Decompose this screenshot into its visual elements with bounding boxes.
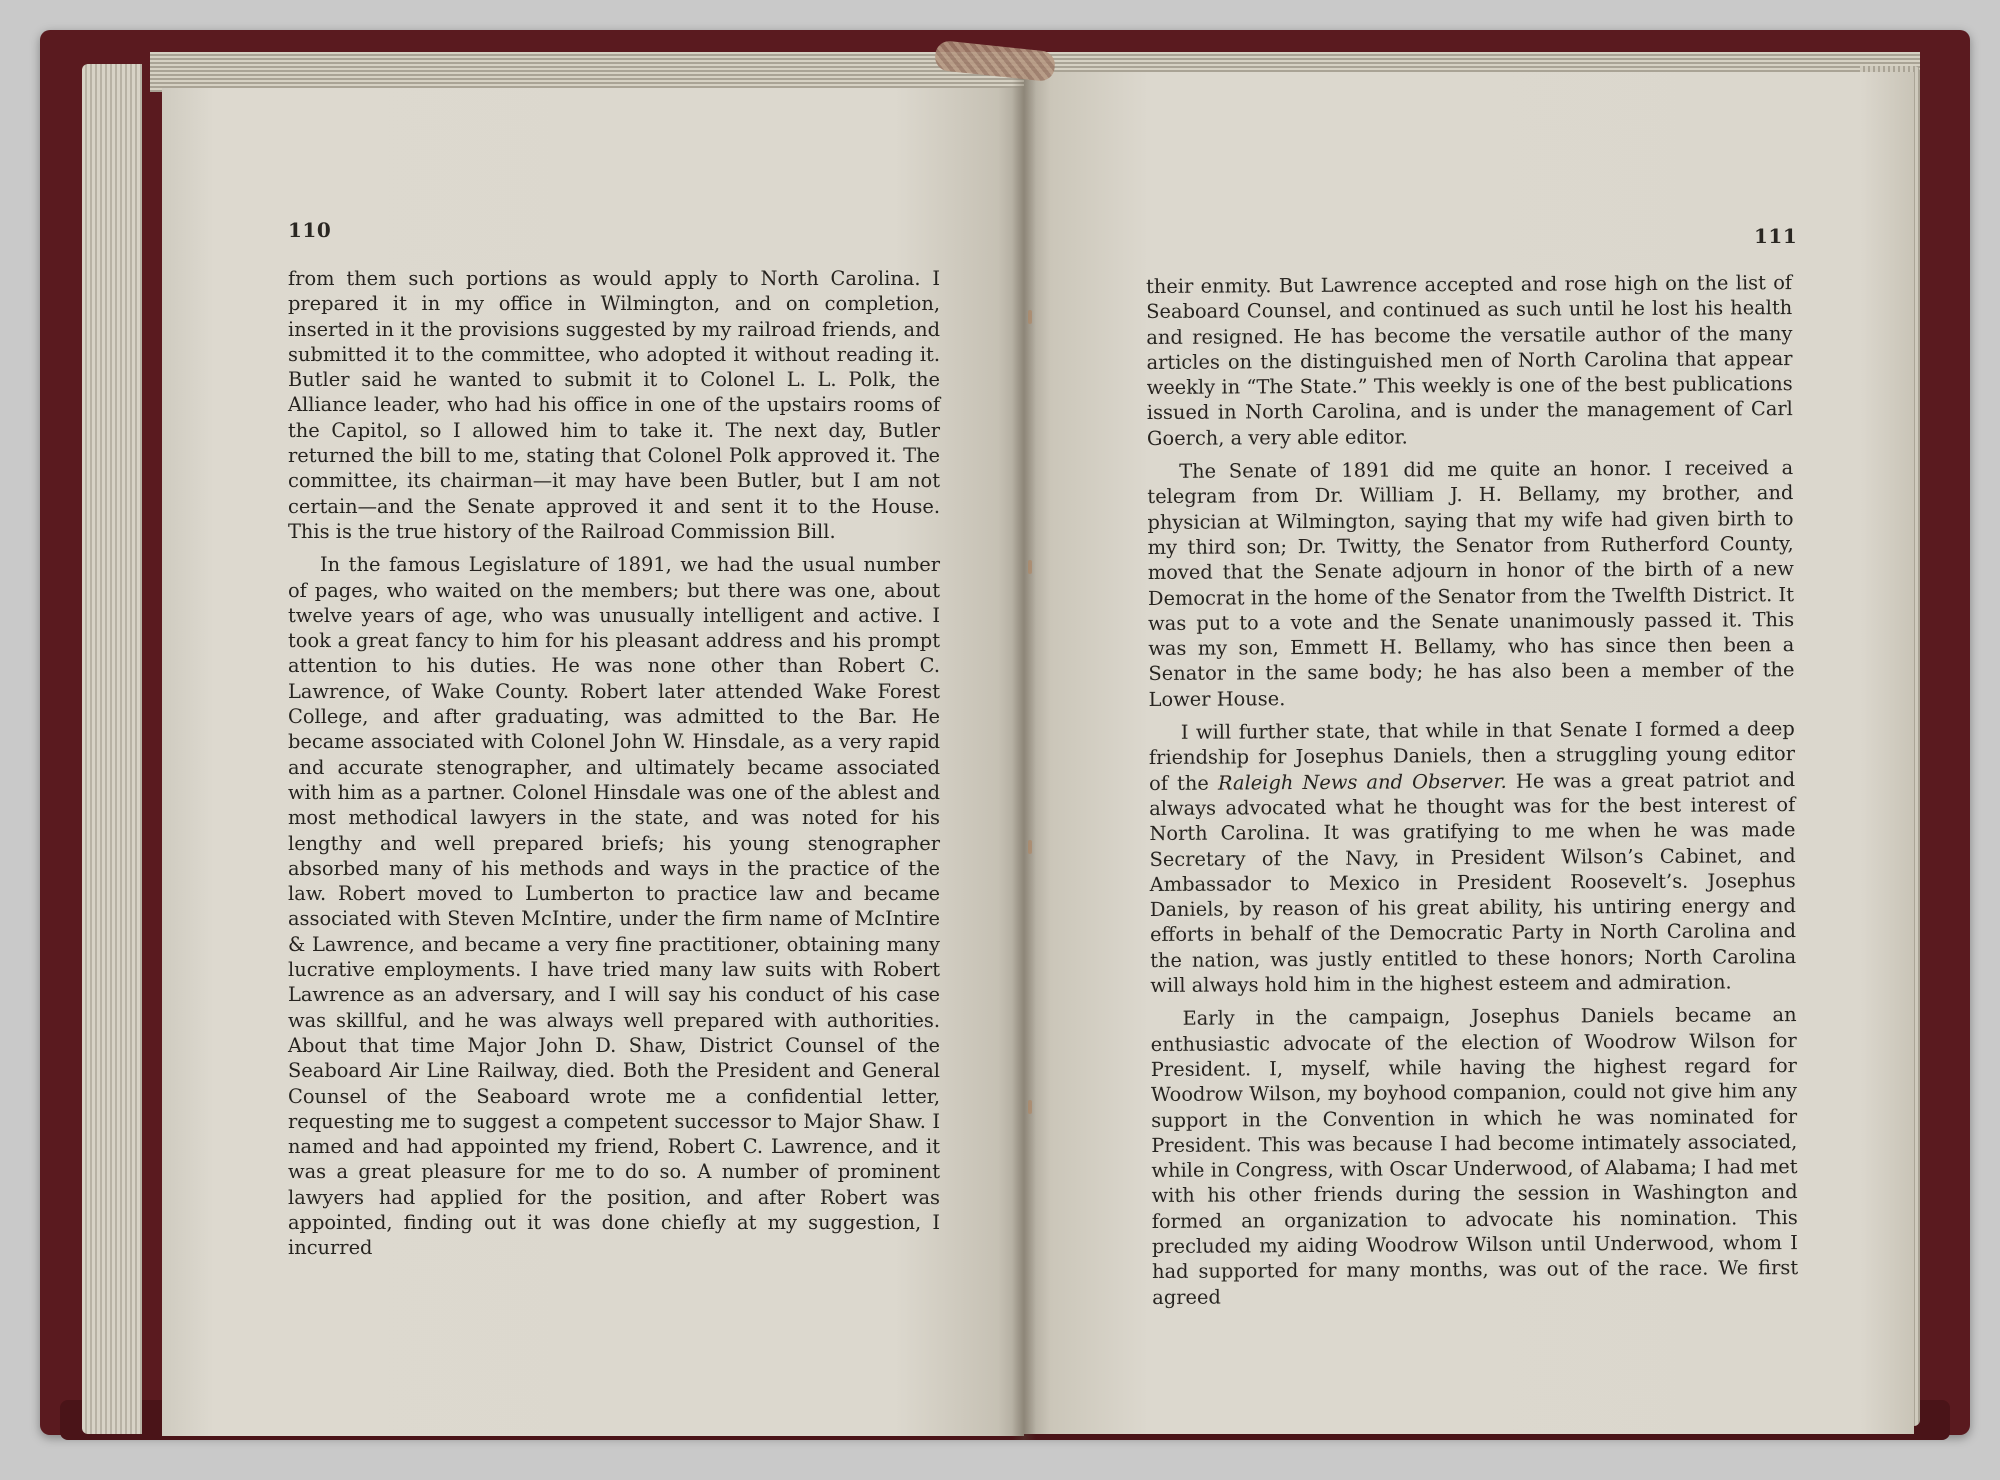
binding-thread [1028, 560, 1032, 574]
binding-thread [1028, 310, 1032, 324]
right-page-text [1146, 270, 1798, 1318]
newspaper-title: Raleigh News and Observer. [1217, 769, 1507, 795]
binding-thread [1028, 1100, 1032, 1114]
paragraph: In the famous Legislature of 1891, we had the usual number of pages, who waited on the members; but there was one, about twelve years of age, who was unusually intelligent and active. I took a great fancy to him for his pleasant address and his prompt attention to his duties. He was none other than Robert C. Lawrence, of Wake County. Robert later attended Wake Forest College, and after graduating, was admitted to the Bar. He became associated with Colonel John W. Hinsdale, as a very rapid and accurate stenographer, and ultimately became associated with him as a partner. Colonel Hinsdale was one of the ablest and most methodical lawyers in the state, and was noted for his lengthy and well prepared briefs; his young stenographer absorbed many of his methods and ways in the practice of the law. Robert moved to Lumberton to practice law and became associated with Steven McIntire, under the firm name of McIntire & Lawrence, and became a very fine practitioner, obtaining many lucrative employments. I have tried many law suits with Robert Lawrence as an adversary, and I will say his conduct of his case was skillful, and he was always well prepared with authorities. About that time Major John D. Shaw, District Counsel of the Seaboard Air Line Railway, died. Both the President and General Counsel of the Seaboard wrote me a confidential letter, requesting me to suggest a competent successor to Major Shaw. I named and had appointed my friend, Robert C. Lawrence, and it was a great pleasure for me to do so. A number of prominent lawyers had applied for the position, and after Robert was appointed, finding out it was done chiefly at my suggestion, I incurred [288, 553, 940, 1260]
paragraph: The Senate of 1891 did me quite an honor. I received a telegram from Dr. William J. H. Bellamy, my brother, and physician at Wilmington, saying that my wife had given birth to my third son; Dr. Twitty, the Senator from Rutherford County, moved that the Senate adjourn in honor of the birth of a new Democrat in the home of the Senator from the Twelfth District. It was put to a vote and the Senate unanimously passed it. This was my son, Emmett H. Bellamy, who has since then been a Senator in the same body; he has also been a member of the Lower House. [1147, 456, 1795, 711]
paragraph-text: I will further state, that while in that Senate I formed a deep friendship for Josephus Daniels, then a struggling young editor of the [1148, 717, 1796, 795]
paragraph: from them such portions as would apply to North Carolina. I prepared it in my office in Wilmington, and on completion, inserted in it the provisions suggested by my railroad friends, and submitted it to the committee, who adopted it without reading it. Butler said he wanted to submit it to Colonel L. L. Polk, the Alliance leader, who had his office in one of the upstairs rooms of the Capitol, so I allowed him to take it. The next day, Butler returned the bill to me, stating that Colonel Polk approved it. The committee, its chairman—it may have been Butler, but I am not certain—and the Senate approved it and sent it to the House. This is the true history of the Railroad Commission Bill. [288, 267, 940, 543]
page-number-left: 110 [288, 218, 332, 242]
page-number-right: 111 [1754, 224, 1798, 248]
left-page-text [288, 266, 940, 1269]
paragraph [1149, 716, 1797, 998]
binding-thread [1028, 840, 1032, 854]
page-stack-left [82, 64, 142, 1434]
paragraph-text: He was a great patriot and always advocated what he thought was for the best interest of North Carolina. It was gratifying to me when he was made Secretary of the Navy, in President Wilson’s Cabinet, and Ambassador to Mexico in President Roosevelt’s. Josephus Daniels, by reason of his great ability, his untiring energy and efforts in behalf of the Democratic Party in North Carolina and the nation, was justly entitled to these honors; North Carolina will always hold him in the highest esteem and admiration. [1149, 767, 1797, 998]
paragraph: Early in the campaign, Josephus Daniels became an enthusiastic advocate of the election of Woodrow Wilson for President. I, myself, while having the highest regard for Woodrow Wilson, my boyhood companion, could not give him any support in the Convention in which he was nominated for President. This was because I had become intimately associated, while in Congress, with Oscar Underwood, of Alabama; I had met with his other friends during the session in Washington and formed an organization to advocate his nomination. This precluded my aiding Woodrow Wilson until Underwood, whom I had supported for many months, was out of the race. We first agreed [1150, 1003, 1799, 1309]
paragraph: their enmity. But Lawrence accepted and rose high on the list of Seaboard Counsel, and continued as such until he lost his health and resigned. He has become the versatile author of the many articles on the distinguished men of North Carolina that appear weekly in “The State.” This weekly is one of the best publications issued in North Carolina, and is under the management of Carl Goerch, a very able editor. [1146, 271, 1793, 450]
book-gutter [1012, 70, 1036, 1440]
